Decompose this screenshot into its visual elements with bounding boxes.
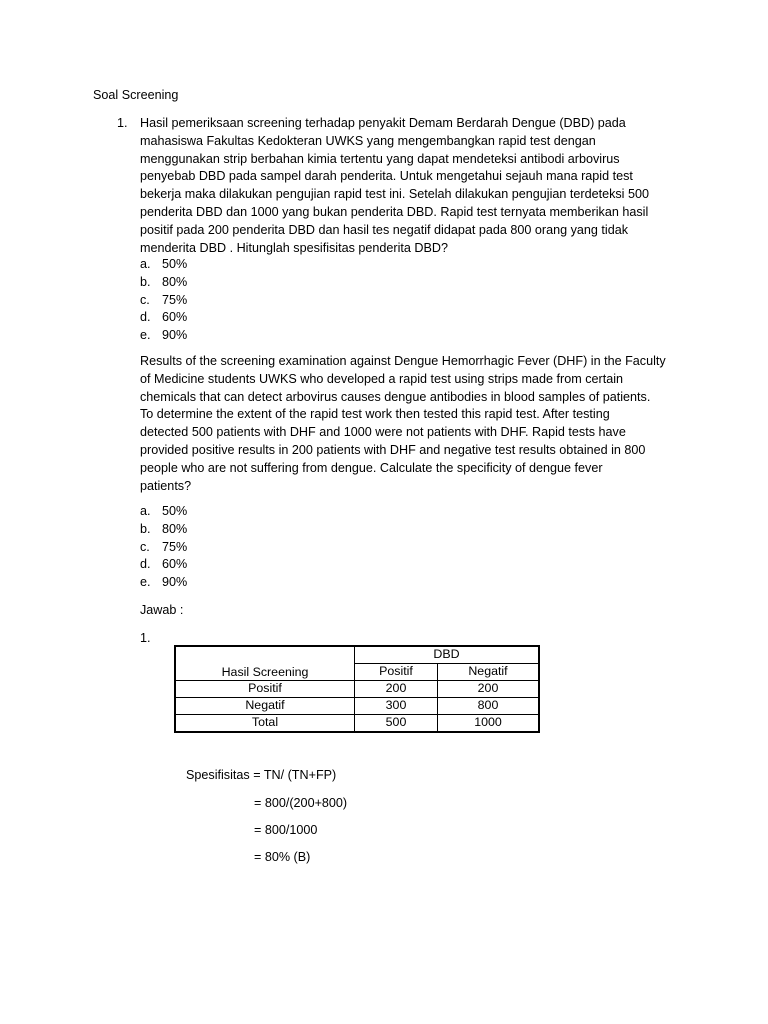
document-title: Soal Screening <box>93 88 179 102</box>
table-row <box>175 715 539 733</box>
question-line: To determine the extent of the rapid test work then tested this rapid test. After testing <box>140 407 610 422</box>
question-line: people who are not suffering from dengue. Calculate the specificity of dengue fever <box>140 460 603 475</box>
option-item: b. 80% <box>140 521 188 536</box>
question-line: detected 500 patients with DHF and 1000 were not patients with DHF. Rapid tests have <box>140 425 626 440</box>
question-line: Hasil pemeriksaan screening terhadap penyakit Demam Berdarah Dengue (DBD) pada <box>140 116 626 130</box>
question-line: provided positive results in 200 patients with DHF and negative test results obtained in 800 <box>140 442 646 457</box>
table-cell: 200 <box>438 681 540 698</box>
table-cell: 300 <box>355 698 438 715</box>
question-line: mahasiswa Fakultas Kedokteran UWKS yang mengembangkan rapid test dengan <box>140 133 596 148</box>
screening-table <box>174 645 540 733</box>
question-line: patients? <box>140 478 192 493</box>
answer-heading: Jawab : <box>140 603 184 617</box>
question-line: of Medicine students UWKS who developed a rapid test using strips made from certain <box>140 371 623 386</box>
question-line: penderita DBD dan 1000 yang bukan penderita DBD. Rapid test ternyata memberikan hasil <box>140 204 649 219</box>
option-item: e. 90% <box>140 575 188 590</box>
row-label-cell: Total <box>175 715 355 733</box>
options-indonesian <box>140 256 187 345</box>
question-indonesian <box>140 115 680 257</box>
formula-line: Spesifisitas = TN/ (TN+FP) <box>186 768 337 782</box>
option-item: e. 90% <box>140 328 188 343</box>
option-item: a. 50% <box>140 504 188 518</box>
table-cell: 1000 <box>438 715 540 733</box>
option-item: a. 50% <box>140 257 188 271</box>
question-line: Results of the screening examination against Dengue Hemorrhagic Fever (DHF) in the Faculty <box>140 354 666 368</box>
column-header-cell: Positif <box>355 664 438 681</box>
option-item: c. 75% <box>140 292 188 307</box>
question-english <box>140 353 680 495</box>
table-row <box>175 681 539 698</box>
option-item: d. 60% <box>140 557 188 572</box>
formula-step: = 800/(200+800) <box>254 796 348 810</box>
option-item: c. 75% <box>140 539 188 554</box>
options-english <box>140 503 187 592</box>
row-label-cell: Positif <box>175 681 355 698</box>
question-line: chemicals that can detect arbovirus causes dengue antibodies in blood samples of patients. <box>140 389 651 404</box>
answer-number: 1. <box>140 631 151 645</box>
option-item: b. 80% <box>140 274 188 289</box>
group-header-cell: DBD <box>355 646 540 664</box>
question-line: bekerja maka dilakukan pengujian rapid test ini. Setelah dilakukan pengujian terdeteksi 500 <box>140 187 649 202</box>
question-line: positif pada 200 penderita DBD dan hasil tes negatif didapat pada 800 orang yang tidak <box>140 222 629 237</box>
formula-step: = 800/1000 <box>254 823 318 837</box>
formula-result: = 80% (B) <box>254 850 311 864</box>
row-header-cell: Hasil Screening <box>175 646 355 681</box>
question-line: penyebab DBD pada sampel darah penderita. Untuk mengetahui sejauh mana rapid test <box>140 169 633 184</box>
option-item: d. 60% <box>140 310 188 325</box>
question-line: menderita DBD . Hitunglah spesifisitas penderita DBD? <box>140 240 448 255</box>
row-label-cell: Negatif <box>175 698 355 715</box>
table-cell: 800 <box>438 698 540 715</box>
column-header-cell: Negatif <box>438 664 540 681</box>
table-cell: 500 <box>355 715 438 733</box>
table-cell: 200 <box>355 681 438 698</box>
table-row <box>175 698 539 715</box>
question-number: 1. <box>117 116 128 130</box>
question-line: menggunakan strip berbahan kimia tertentu yang dapat mendeteksi antibodi arbovirus <box>140 151 620 166</box>
